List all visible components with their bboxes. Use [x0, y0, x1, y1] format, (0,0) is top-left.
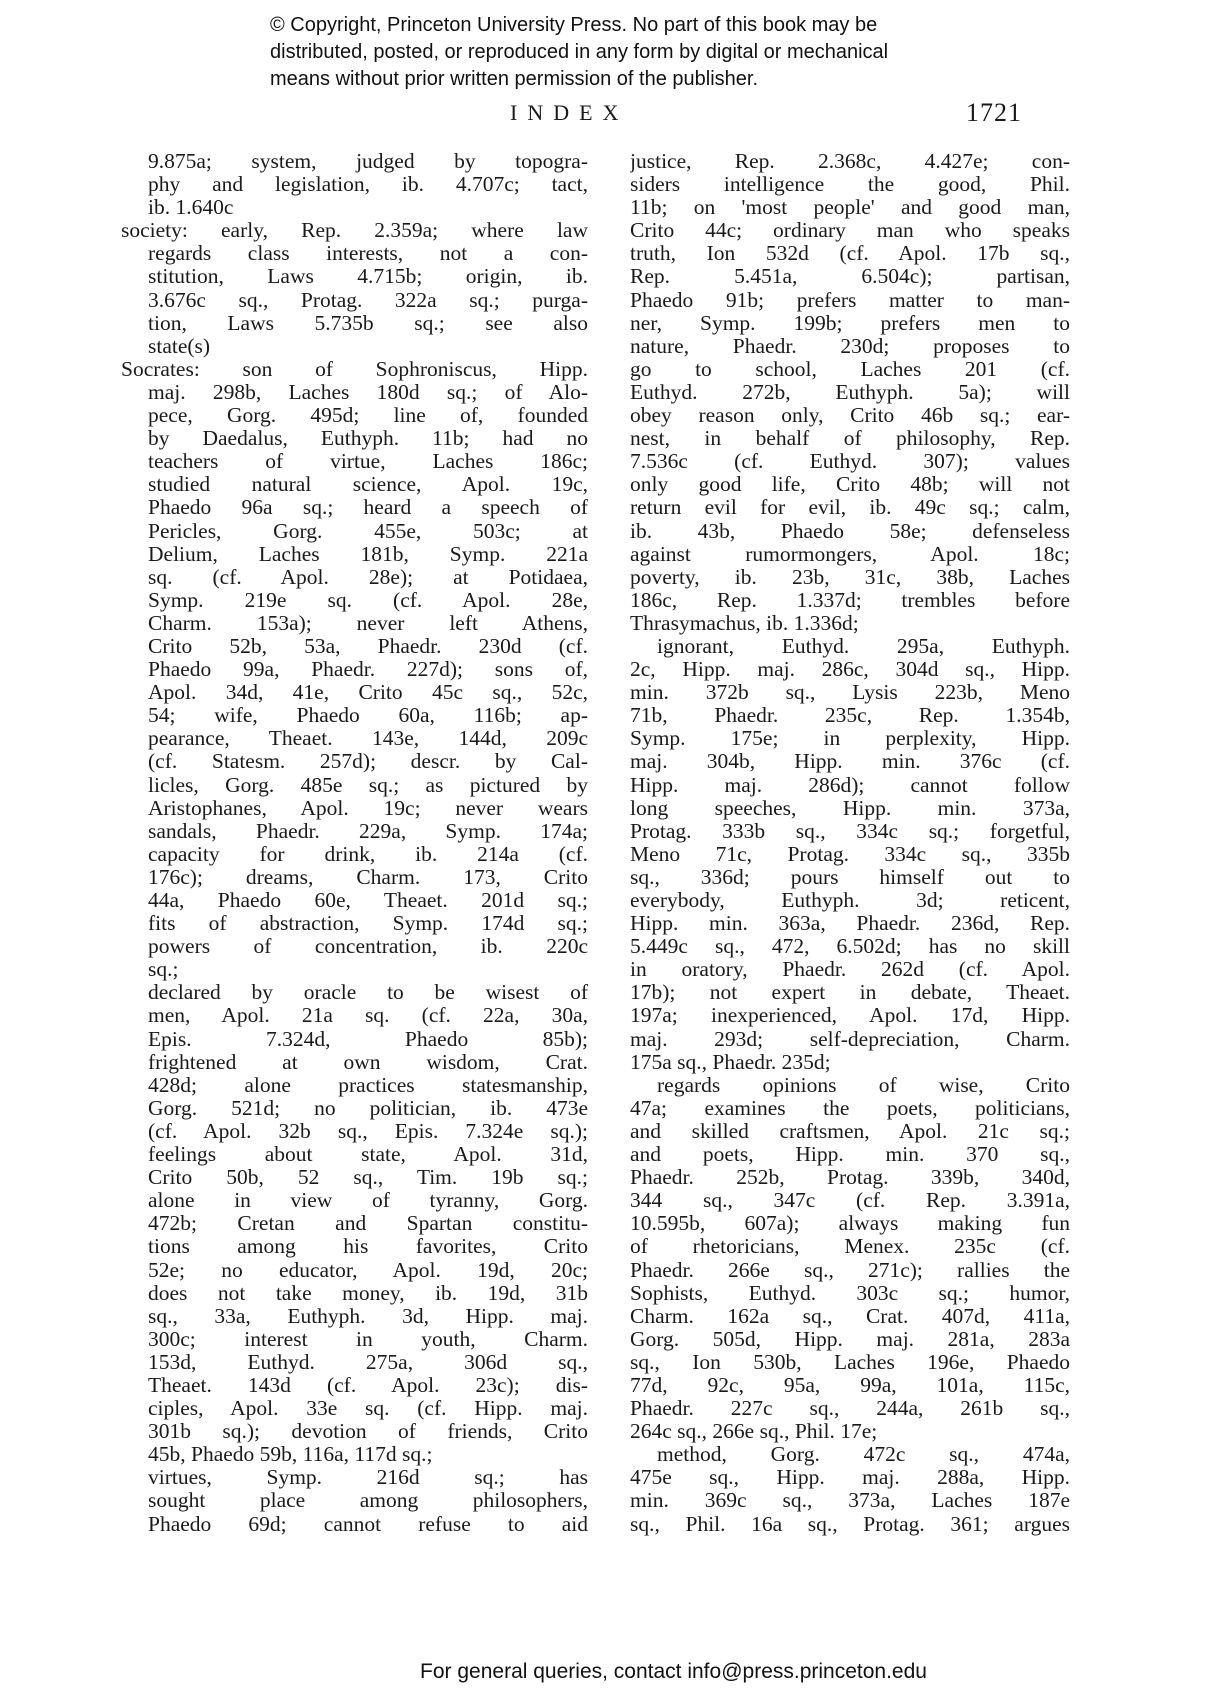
index-line: sandals, Phaedr. 229a, Symp. 174a; — [148, 819, 588, 843]
copyright-line: distributed, posted, or reproduced in any form by digital or mechanical — [270, 41, 889, 63]
index-line: obey reason only, Crito 46b sq.; ear- — [630, 404, 1070, 428]
index-line: and skilled craftsmen, Apol. 21c sq.; — [630, 1119, 1070, 1143]
index-line: 153d, Euthyd. 275a, 306d sq., — [148, 1350, 588, 1374]
index-line: 301b sq.); devotion of friends, Crito — [148, 1420, 588, 1444]
index-line: pece, Gorg. 495d; line of, founded — [148, 404, 588, 428]
index-line: Phaedo 69d; cannot refuse to aid — [148, 1512, 588, 1536]
index-line: sq., 33a, Euthyph. 3d, Hipp. maj. — [148, 1304, 588, 1328]
index-line: 5.449c sq., 472, 6.502d; has no skill — [630, 935, 1070, 959]
index-line: sought place among philosophers, — [148, 1489, 588, 1513]
index-line: Phaedr. 266e sq., 271c); rallies the — [630, 1258, 1070, 1282]
index-line: by Daedalus, Euthyph. 11b; had no — [148, 427, 588, 451]
index-subentry: regards opinions of wise, Crito — [657, 1073, 1070, 1097]
index-line: 186c, Rep. 1.337d; trembles before — [630, 588, 1070, 612]
index-line: Symp. 175e; in perplexity, Hipp. — [630, 727, 1070, 751]
index-line: ciples, Apol. 33e sq. (cf. Hipp. maj. — [148, 1397, 588, 1421]
page-title: INDEX — [510, 100, 629, 125]
copyright-line: means without prior written permission of the publisher. — [270, 68, 759, 90]
index-line: Meno 71c, Protag. 334c sq., 335b — [630, 842, 1070, 866]
index-line: 300c; interest in youth, Charm. — [148, 1327, 588, 1351]
index-line: 175a sq., Phaedr. 235d; — [630, 1050, 831, 1074]
index-line: of rhetoricians, Menex. 235c (cf. — [630, 1235, 1070, 1259]
index-line: Phaedo 96a sq.; heard a speech of — [148, 496, 588, 520]
index-line: against rumormongers, Apol. 18c; — [630, 542, 1070, 566]
index-line: Gorg. 505d, Hipp. maj. 281a, 283a — [630, 1327, 1070, 1351]
index-line: 71b, Phaedr. 235c, Rep. 1.354b, — [630, 704, 1070, 728]
index-line: does not take money, ib. 19d, 31b — [148, 1281, 588, 1305]
index-line: only good life, Crito 48b; will not — [630, 473, 1070, 497]
index-line: teachers of virtue, Laches 186c; — [148, 450, 588, 474]
index-line: alone in view of tyranny, Gorg. — [148, 1189, 588, 1213]
running-head — [0, 100, 1225, 130]
index-line: capacity for drink, ib. 214a (cf. — [148, 842, 588, 866]
index-line: regards class interests, not a con- — [148, 242, 588, 266]
footer — [0, 1660, 1225, 1684]
index-line: 472b; Cretan and Spartan constitu- — [148, 1212, 588, 1236]
index-line: 428d; alone practices statesmanship, — [148, 1073, 588, 1097]
index-line: Charm. 153a); never left Athens, — [148, 611, 588, 635]
index-line: 77d, 92c, 95a, 99a, 101a, 115c, — [630, 1373, 1070, 1397]
index-line: ner, Symp. 199b; prefers men to — [630, 311, 1070, 335]
index-line: feelings about state, Apol. 31d, — [148, 1143, 588, 1167]
index-line: nature, Phaedr. 230d; proposes to — [630, 334, 1070, 358]
index-line: 3.676c sq., Protag. 322a sq.; purga- — [148, 288, 588, 312]
index-entry-socrates: Socrates: son of Sophroniscus, Hipp. — [121, 357, 588, 381]
index-line: justice, Rep. 2.368c, 4.427e; con- — [630, 150, 1070, 173]
index-line: fits of abstraction, Symp. 174d sq.; — [148, 912, 588, 936]
index-line: maj. 304b, Hipp. min. 376c (cf. — [630, 750, 1070, 774]
index-line: maj. 298b, Laches 180d sq.; of Alo- — [148, 380, 588, 404]
index-line: frightened at own wisdom, Crat. — [148, 1050, 588, 1074]
index-line: 45b, Phaedo 59b, 116a, 117d sq.; — [148, 1443, 433, 1467]
index-line: Protag. 333b sq., 334c sq.; forgetful, — [630, 819, 1070, 843]
index-line: sq., Phil. 16a sq., Protag. 361; argues — [630, 1512, 1070, 1536]
index-line: min. 372b sq., Lysis 223b, Meno — [630, 681, 1070, 705]
index-line: 44a, Phaedo 60e, Theaet. 201d sq.; — [148, 889, 588, 912]
index-line: Hipp. maj. 286d); cannot follow — [630, 773, 1070, 797]
index-line: poverty, ib. 23b, 31c, 38b, Laches — [630, 565, 1070, 589]
index-line: 7.536c (cf. Euthyd. 307); values — [630, 450, 1070, 474]
index-line: in oratory, Phaedr. 262d (cf. Apol. — [630, 958, 1070, 982]
index-line: 54; wife, Phaedo 60a, 116b; ap- — [148, 704, 588, 728]
index-line: 264c sq., 266e sq., Phil. 17e; — [630, 1420, 878, 1444]
index-line: Crito 52b, 53a, Phaedr. 230d (cf. — [148, 634, 588, 658]
index-line: 17b); not expert in debate, Theaet. — [630, 981, 1070, 1005]
index-subentry: method, Gorg. 472c sq., 474a, — [657, 1443, 1070, 1467]
index-line: ib. 1.640c — [148, 196, 234, 220]
index-line: maj. 293d; self-depreciation, Charm. — [630, 1027, 1070, 1051]
index-line: sq., Ion 530b, Laches 196e, Phaedo — [630, 1350, 1070, 1374]
index-line: Aristophanes, Apol. 19c; never wears — [148, 796, 588, 820]
index-line: Charm. 162a sq., Crat. 407d, 411a, — [630, 1304, 1070, 1328]
index-line: 475e sq., Hipp. maj. 288a, Hipp. — [630, 1466, 1070, 1490]
index-line: Thrasymachus, ib. 1.336d; — [630, 611, 859, 635]
index-line: Epis. 7.324d, Phaedo 85b); — [148, 1027, 588, 1051]
index-line: tions among his favorites, Crito — [148, 1235, 588, 1259]
index-column-left — [121, 150, 588, 1536]
index-line: 9.875a; system, judged by topogra- — [148, 150, 588, 173]
index-line: min. 369c sq., 373a, Laches 187e — [630, 1489, 1070, 1513]
index-subentry: ignorant, Euthyd. 295a, Euthyph. — [657, 634, 1070, 658]
index-column-right — [630, 150, 1070, 1536]
index-line: phy and legislation, ib. 4.707c; tact, — [148, 173, 588, 197]
index-line: stitution, Laws 4.715b; origin, ib. — [148, 265, 588, 289]
index-line: powers of concentration, ib. 220c — [148, 935, 588, 959]
index-line: everybody, Euthyph. 3d; reticent, — [630, 889, 1070, 912]
index-line: nest, in behalf of philosophy, Rep. — [630, 427, 1070, 451]
index-line: and poets, Hipp. min. 370 sq., — [630, 1143, 1070, 1167]
index-line: Pericles, Gorg. 455e, 503c; at — [148, 519, 588, 543]
index-line: Phaedr. 227c sq., 244a, 261b sq., — [630, 1397, 1070, 1421]
index-line: Rep. 5.451a, 6.504c); partisan, — [630, 265, 1070, 289]
copyright-line: © Copyright, Princeton University Press. No part of this book may be — [270, 14, 878, 36]
index-line: 52e; no educator, Apol. 19d, 20c; — [148, 1258, 588, 1282]
index-line: Phaedo 91b; prefers matter to man- — [630, 288, 1070, 312]
index-subentry: declared by oracle to be wisest of — [148, 981, 588, 1005]
index-line: Hipp. min. 363a, Phaedr. 236d, Rep. — [630, 912, 1070, 936]
index-entry-society: society: early, Rep. 2.359a; where law — [121, 219, 588, 243]
index-line: Crito 50b, 52 sq., Tim. 19b sq.; — [148, 1166, 588, 1190]
index-line: Euthyd. 272b, Euthyph. 5a); will — [630, 380, 1070, 404]
index-line: 47a; examines the poets, politicians, — [630, 1096, 1070, 1120]
index-line: Phaedr. 252b, Protag. 339b, 340d, — [630, 1166, 1070, 1190]
index-line: long speeches, Hipp. min. 373a, — [630, 796, 1070, 820]
index-line: go to school, Laches 201 (cf. — [630, 357, 1070, 381]
index-line: tion, Laws 5.735b sq.; see also — [148, 311, 588, 335]
index-line: pearance, Theaet. 143e, 144d, 209c — [148, 727, 588, 751]
index-line: 10.595b, 607a); always making fun — [630, 1212, 1070, 1236]
index-line: 11b; on 'most people' and good man, — [630, 196, 1070, 220]
contact-info: For general queries, contact info@press.princeton.edu — [420, 1660, 927, 1683]
index-line: licles, Gorg. 485e sq.; as pictured by — [148, 773, 588, 797]
index-line: siders intelligence the good, Phil. — [630, 173, 1070, 197]
index-line: studied natural science, Apol. 19c, — [148, 473, 588, 497]
index-line: state(s) — [148, 334, 211, 358]
index-subentry: virtues, Symp. 216d sq.; has — [148, 1466, 588, 1490]
index-line: 344 sq., 347c (cf. Rep. 3.391a, — [630, 1189, 1070, 1213]
index-line: (cf. Statesm. 257d); descr. by Cal- — [148, 750, 588, 774]
index-line: Delium, Laches 181b, Symp. 221a — [148, 542, 588, 566]
index-line: Sophists, Euthyd. 303c sq.; humor, — [630, 1281, 1070, 1305]
index-line: 2c, Hipp. maj. 286c, 304d sq., Hipp. — [630, 658, 1070, 682]
index-line: Gorg. 521d; no politician, ib. 473e — [148, 1096, 588, 1120]
index-line: truth, Ion 532d (cf. Apol. 17b sq., — [630, 242, 1070, 266]
index-line: return evil for evil, ib. 49c sq.; calm, — [630, 496, 1070, 520]
index-line: Theaet. 143d (cf. Apol. 23c); dis- — [148, 1373, 588, 1397]
index-line: Phaedo 99a, Phaedr. 227d); sons of, — [148, 658, 588, 682]
page-number: 1721 — [966, 98, 1022, 127]
copyright-notice — [270, 12, 1050, 93]
index-line: 176c); dreams, Charm. 173, Crito — [148, 865, 588, 889]
index-line: (cf. Apol. 32b sq., Epis. 7.324e sq.); — [148, 1119, 588, 1143]
index-line: men, Apol. 21a sq. (cf. 22a, 30a, — [148, 1004, 588, 1028]
index-line: sq. (cf. Apol. 28e); at Potidaea, — [148, 565, 588, 589]
index-line: sq.; — [148, 958, 179, 982]
index-line: sq., 336d; pours himself out to — [630, 865, 1070, 889]
index-line: Symp. 219e sq. (cf. Apol. 28e, — [148, 588, 588, 612]
index-line: 197a; inexperienced, Apol. 17d, Hipp. — [630, 1004, 1070, 1028]
index-line: Crito 44c; ordinary man who speaks — [630, 219, 1070, 243]
index-line: Apol. 34d, 41e, Crito 45c sq., 52c, — [148, 681, 588, 705]
index-line: ib. 43b, Phaedo 58e; defenseless — [630, 519, 1070, 543]
